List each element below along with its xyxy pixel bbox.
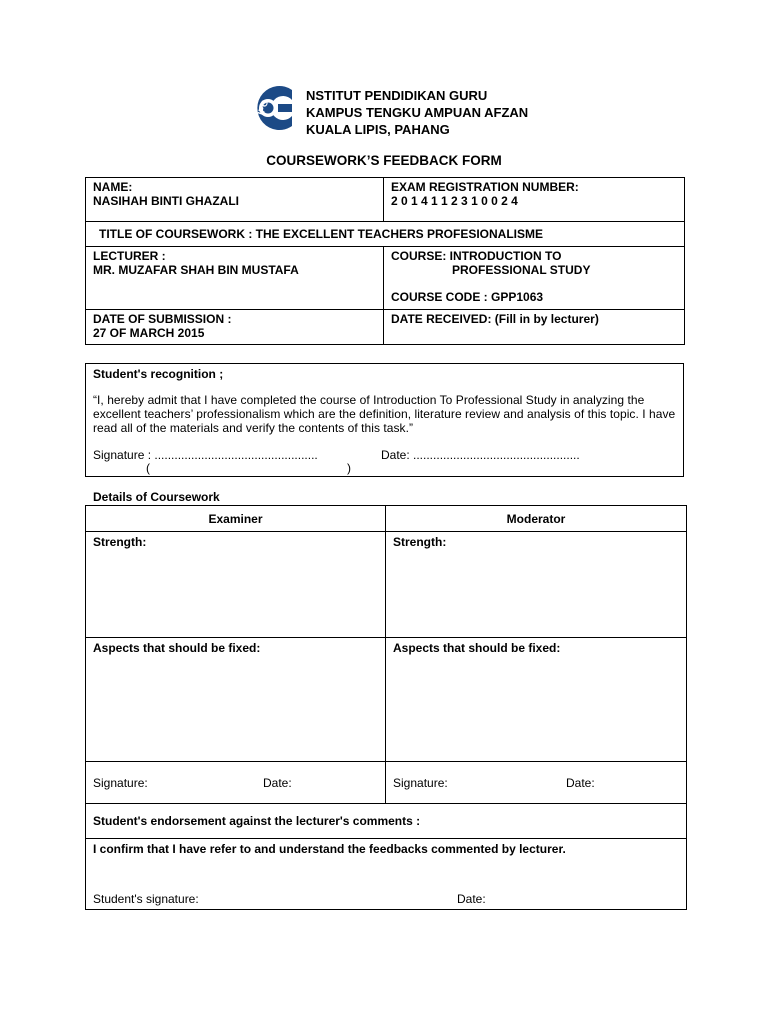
ipg-logo-icon <box>248 82 296 134</box>
coursework-title-cell <box>86 222 685 247</box>
submission-value: 27 OF MARCH 2015 <box>93 326 205 340</box>
institute-name: NSTITUT PENDIDIKAN GURU <box>306 88 488 103</box>
moderator-header: Moderator <box>386 506 687 532</box>
moderator-strength-label: Strength: <box>393 535 447 549</box>
endorsement-label: Student's endorsement against the lecturer's comments : <box>93 814 421 828</box>
course-line-2: PROFESSIONAL STUDY <box>452 263 591 277</box>
moderator-signature-label: Signature: <box>393 775 448 790</box>
recognition-statement: “I, hereby admit that I have completed the course of Introduction To Professional Study in analyzing the excellent teachers’ professionalism which are the definition, literature review and analysis of this topic. I have read all of the materials and verify the contents of this task.” <box>93 393 676 435</box>
examiner-signature-label: Signature: <box>93 775 148 790</box>
submission-label: DATE OF SUBMISSION : <box>93 312 232 326</box>
examiner-signature-cell[interactable] <box>86 762 386 804</box>
name-value: NASIHAH BINTI GHAZALI <box>93 194 239 208</box>
lecturer-value: MR. MUZAFAR SHAH BIN MUSTAFA <box>93 263 299 277</box>
form-title: COURSEWORK’S FEEDBACK FORM <box>266 153 502 168</box>
examiner-strength-label: Strength: <box>93 535 147 549</box>
examiner-header: Examiner <box>86 506 386 532</box>
lecturer-cell <box>86 247 384 310</box>
confirmation-text: I confirm that I have refer to and understand the feedbacks commented by lecturer. <box>93 842 566 856</box>
campus-location: KUALA LIPIS, PAHANG <box>306 122 450 137</box>
moderator-fix-cell[interactable] <box>386 638 687 762</box>
recognition-signature-line[interactable]: Signature : ................................................. <box>93 448 318 462</box>
name-paren-open: ( <box>146 461 150 475</box>
name-cell <box>86 178 384 222</box>
exam-reg-label: EXAM REGISTRATION NUMBER: <box>391 180 579 194</box>
received-note: (Fill in by lecturer) <box>494 312 599 326</box>
campus-name: KAMPUS TENGKU AMPUAN AFZAN <box>306 105 529 120</box>
student-date-label: Date: <box>457 892 486 906</box>
examiner-fix-label: Aspects that should be fixed: <box>93 641 261 655</box>
recognition-heading: Student's recognition ; <box>93 367 224 381</box>
endorsement-cell <box>86 804 687 839</box>
examiner-fix-cell[interactable] <box>86 638 386 762</box>
recognition-date-line[interactable]: Date: .................................................. <box>381 448 580 462</box>
received-cell <box>384 310 685 345</box>
lecturer-label: LECTURER : <box>93 249 166 263</box>
institute-header <box>248 82 568 138</box>
name-label: NAME: <box>93 180 133 194</box>
submission-cell <box>86 310 384 345</box>
exam-reg-cell <box>384 178 685 222</box>
coursework-info-table <box>85 177 685 345</box>
moderator-strength-cell[interactable] <box>386 532 687 638</box>
logo-text: IPG <box>255 98 271 117</box>
details-title: Details of Coursework <box>93 490 220 504</box>
coursework-title: TITLE OF COURSEWORK : THE EXCELLENT TEACHERS PROFESIONALISME <box>99 227 544 241</box>
name-paren-close: ) <box>347 461 351 475</box>
course-cell <box>384 247 685 310</box>
received-label: DATE RECEIVED: <box>391 312 492 326</box>
course-code: COURSE CODE : GPP1063 <box>391 290 544 304</box>
course-line-1: COURSE: INTRODUCTION TO <box>391 249 562 263</box>
moderator-fix-label: Aspects that should be fixed: <box>393 641 561 655</box>
confirmation-cell[interactable] <box>86 839 687 910</box>
student-recognition-box <box>85 363 684 477</box>
exam-reg-value: 2 0 1 4 1 1 2 3 1 0 0 2 4 <box>391 194 518 208</box>
coursework-review-table <box>85 505 687 910</box>
moderator-date-label: Date: <box>566 775 595 790</box>
student-signature-label: Student's signature: <box>93 892 199 906</box>
examiner-strength-cell[interactable] <box>86 532 386 638</box>
examiner-date-label: Date: <box>263 775 292 790</box>
moderator-signature-cell[interactable] <box>386 762 687 804</box>
